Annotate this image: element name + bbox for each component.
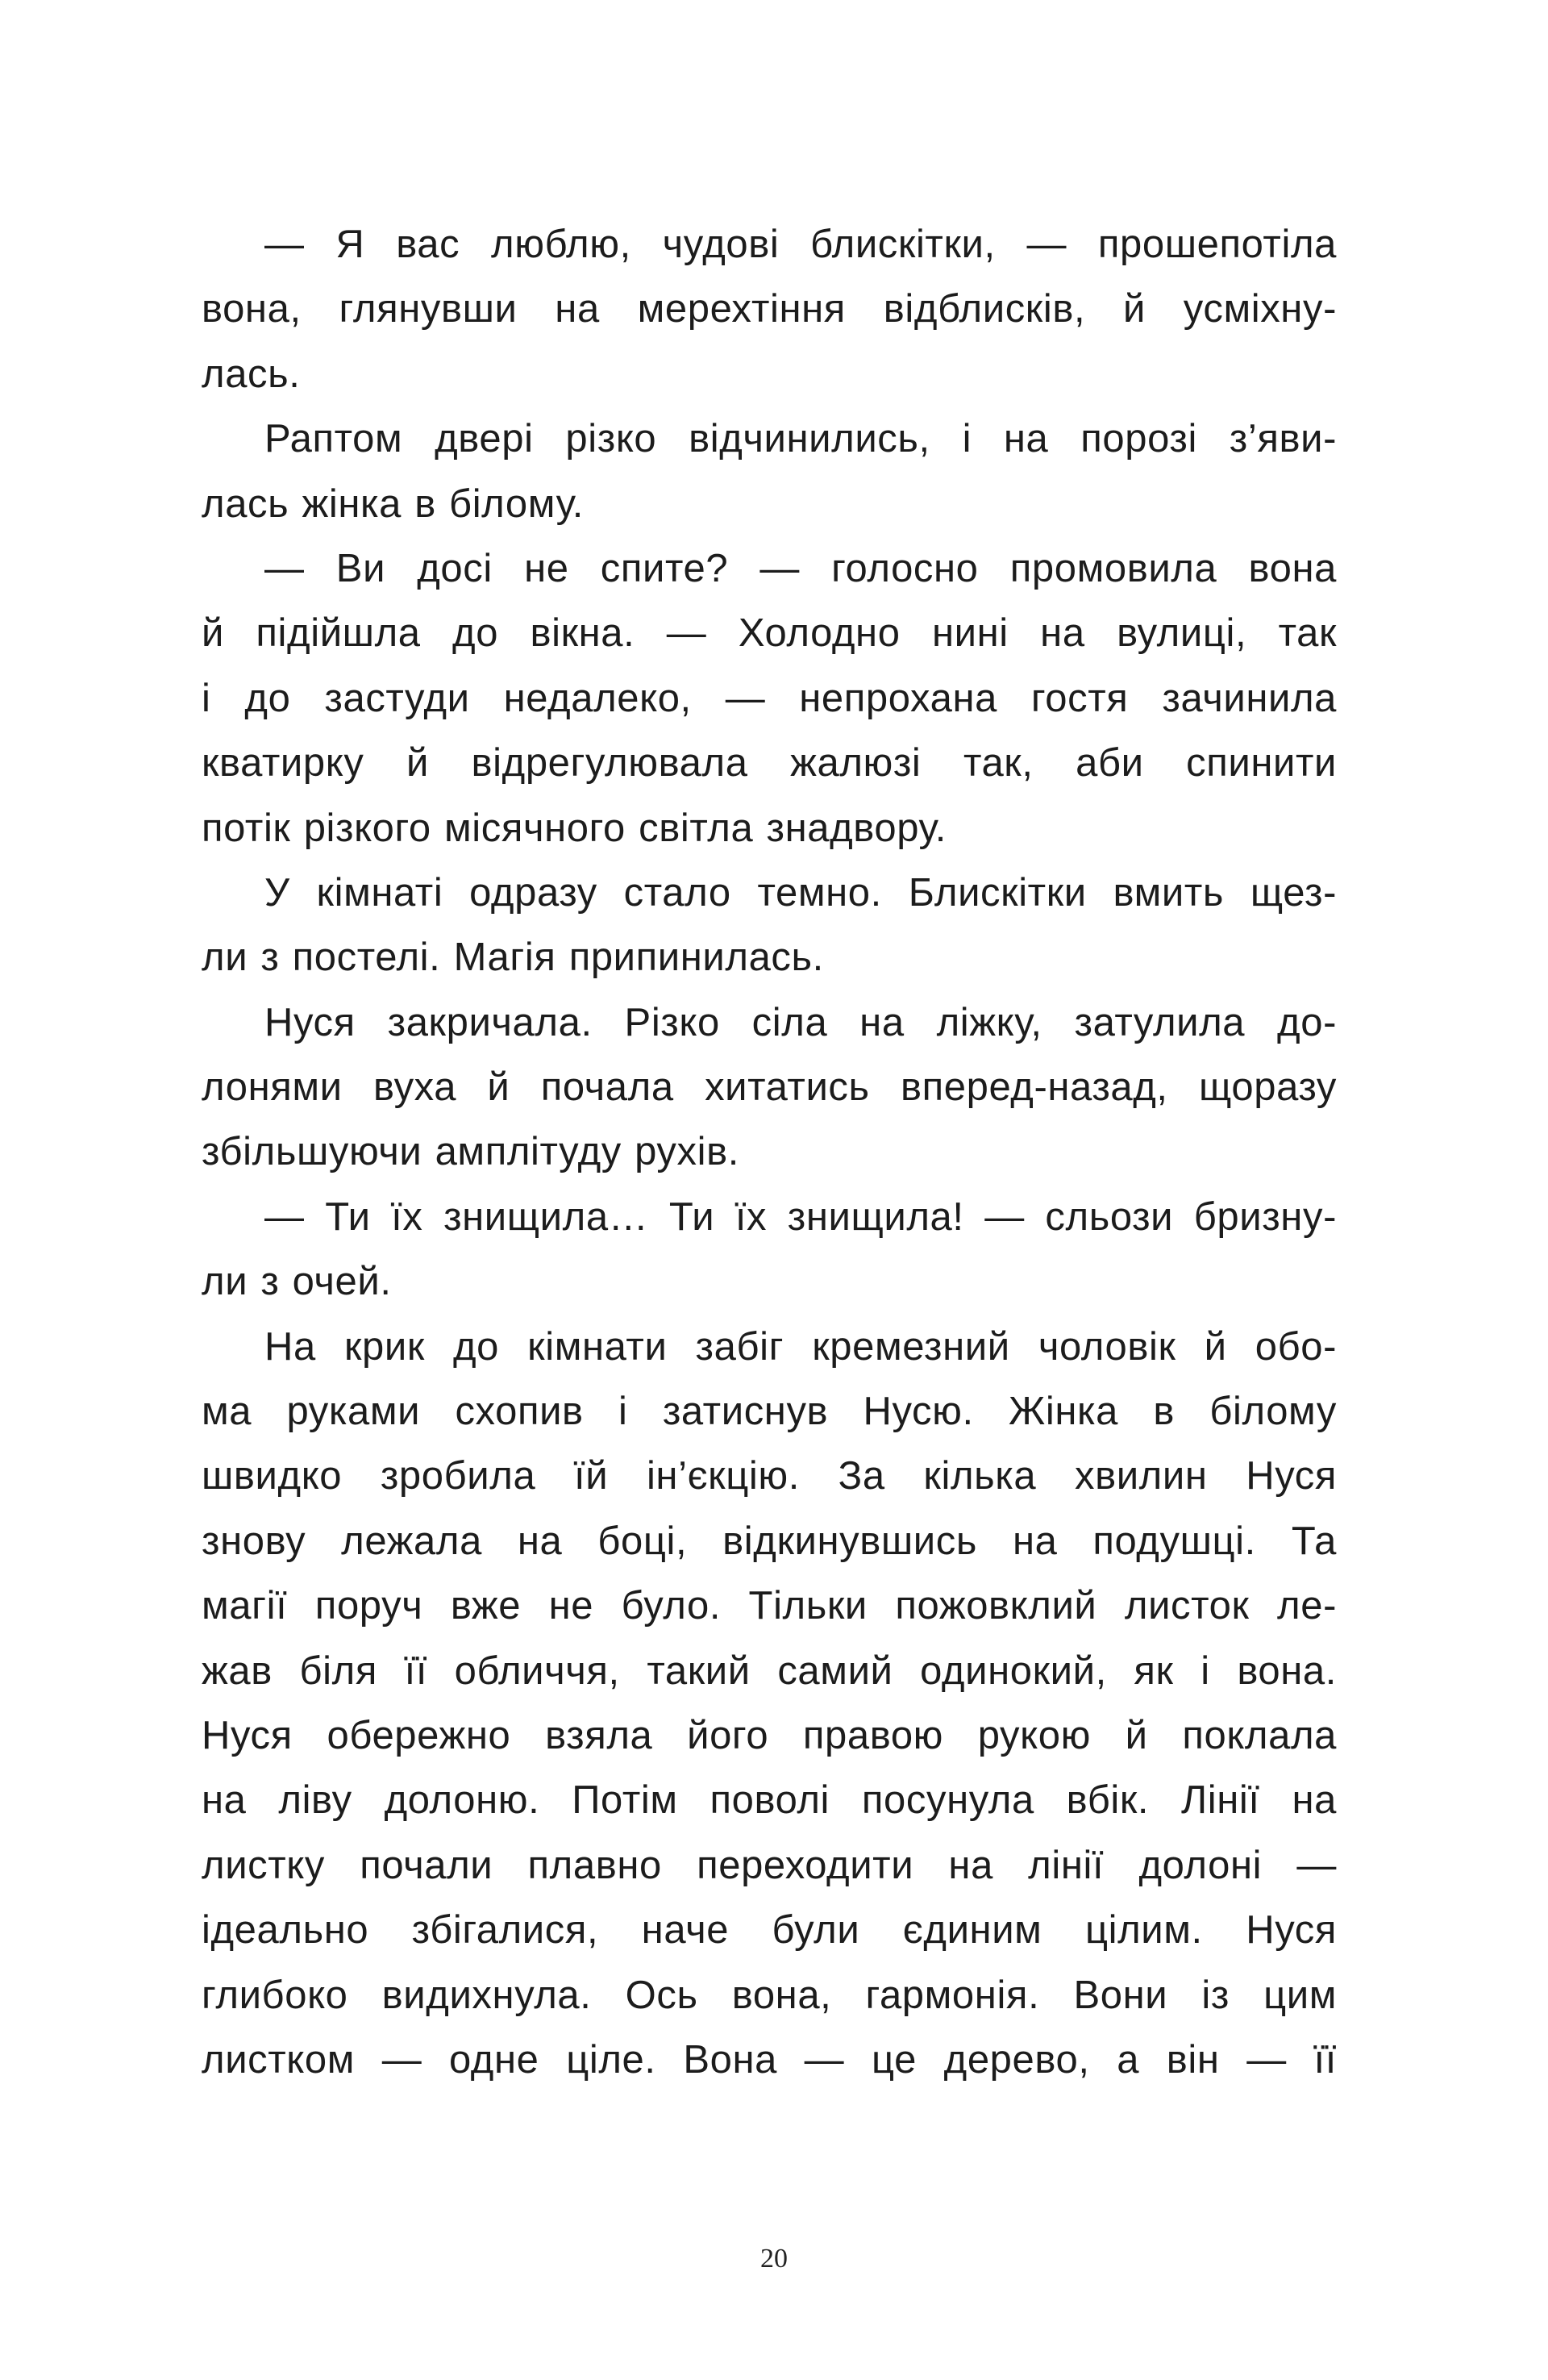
paragraph <box>202 990 1337 1185</box>
text-line: лась. <box>202 352 301 396</box>
paragraph <box>202 1185 1337 1315</box>
paragraph <box>202 536 1337 861</box>
text-line: — Я вас люблю, чудові блискітки, — прошепотіла <box>264 223 1337 266</box>
text-line: ли з постелі. Магія припинилась. <box>202 936 824 980</box>
paragraph <box>202 1315 1337 2093</box>
text-line: лонями вуха й почала хитатись вперед-назад, щоразу <box>202 1065 1337 1110</box>
text-line: магії поруч вже не було. Тільки пожовклий листок ле- <box>202 1584 1337 1628</box>
text-line: Нуся обережно взяла його правою рукою й поклала <box>202 1713 1337 1757</box>
text-line: й підійшла до вікна. — Холодно нині на вулиці, так <box>202 611 1337 656</box>
text-line: знову лежала на боці, відкинувшись на подушці. Та <box>202 1519 1337 1563</box>
body-text <box>202 212 1337 2092</box>
text-line: і до застуди недалеко, — непрохана гостя зачинила <box>202 676 1337 720</box>
text-line: У кімнаті одразу стало темно. Блискітки вмить щез- <box>264 870 1337 915</box>
text-line: ма руками схопив і затиснув Нусю. Жінка в білому <box>202 1390 1337 1434</box>
text-line: збільшуючи амплітуду рухів. <box>202 1130 739 1174</box>
text-line: Нуся закричала. Різко сіла на ліжку, затулила до- <box>264 1000 1337 1044</box>
text-line: Раптом двері різко відчинились, і на порозі з’яви- <box>264 417 1337 461</box>
paragraph <box>202 212 1337 406</box>
page-number: 20 <box>760 2244 788 2274</box>
text-line: ли з очей. <box>202 1260 392 1304</box>
paragraph <box>202 406 1337 536</box>
text-line: кватирку й відрегулювала жалюзі так, аби спинити <box>202 741 1337 786</box>
text-line: глибоко видихнула. Ось вона, гармонія. Вони із цим <box>202 1973 1337 2017</box>
text-line: — Ти їх знищила… Ти їх знищила! — сльози бризну- <box>264 1194 1337 1239</box>
text-line: листком — одне ціле. Вона — це дерево, а він — її <box>202 2037 1337 2082</box>
text-line: листку почали плавно переходити на лінії долоні — <box>202 1843 1337 1887</box>
text-line: жав біля її обличчя, такий самий одинокий, як і вона. <box>202 1648 1337 1693</box>
text-line: на ліву долоню. Потім поволі посунула вбік. Лінії на <box>202 1778 1337 1823</box>
text-line: На крик до кімнати забіг кремезний чоловік й обо- <box>264 1324 1337 1369</box>
text-line: лась жінка в білому. <box>202 481 585 526</box>
text-line: вона, глянувши на мерехтіння відблисків, й усміхну- <box>202 287 1337 331</box>
text-line: ідеально збігалися, наче були єдиним цілим. Нуся <box>202 1908 1337 1953</box>
text-line: швидко зробила їй ін’єкцію. За кілька хвилин Нуся <box>202 1454 1337 1498</box>
paragraph <box>202 861 1337 990</box>
text-line: потік різкого місячного світла знадвору. <box>202 806 947 850</box>
text-line: — Ви досі не спите? — голосно промовила вона <box>264 546 1337 590</box>
